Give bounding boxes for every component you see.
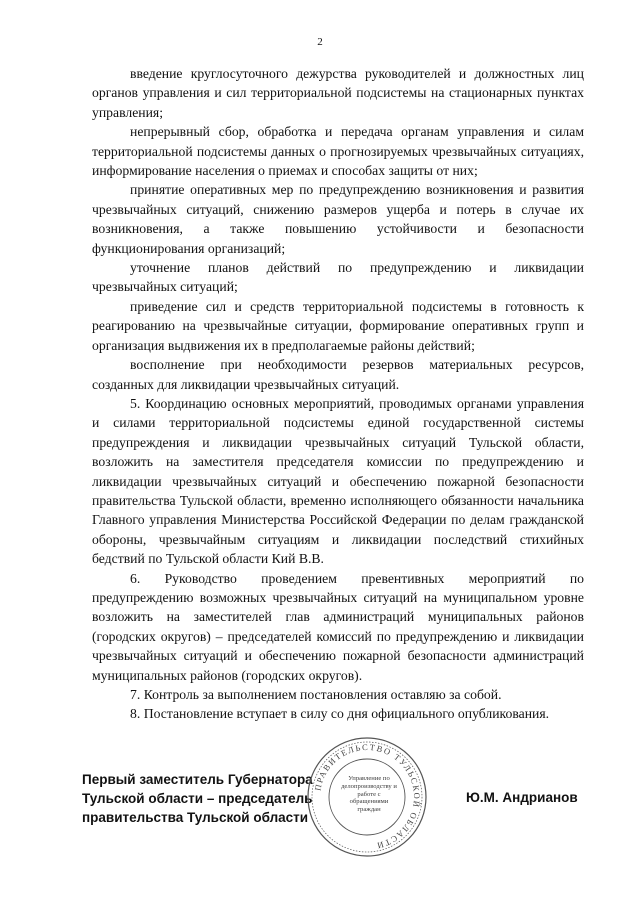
signature-line: Первый заместитель Губернатора [82, 772, 313, 787]
signature-line: правительства Тульской области [82, 810, 309, 825]
paragraph: принятие оперативных мер по предупреждению возникновения и развития чрезвычайных ситуаций, снижению размеров ущерба и потерь в случае их возникновения, а также повышению устойчивости и безопасности функционирования организаций; [92, 182, 584, 256]
paragraph-item-6: 6. Руководство проведением превентивных мероприятий по предупреждению возможных чрезвычайных ситуаций на муниципальном уровне возложить на заместителей глав администраций муниципальных районов (городских округов) – председателей комиссий по предупреждению и ликвидации чрезвычайных ситуаций и обеспечению пожарной безопасности администраций муниципальных районов (городских округов). [92, 570, 584, 683]
page-number: 2 [317, 36, 323, 48]
paragraph-item-5: 5. Координацию основных мероприятий, проводимых органами управления и силами территориальной подсистемы единой государственной системы предупреждения и ликвидации чрезвычайных ситуаций Тульской области, возложить на заместителя председателя комиссии по предупреждению и ликвидации чрезвычайных ситуаций и обеспечению пожарной безопасности правительства Тульской области, временно исполняющего обязанности начальника Главного управления Министерства Российской Федерации по делам гражданской обороны, чрезвычайным ситуациям и ликвидации последствий стихийных бедствий по Тульской области Кий В.В. [92, 395, 584, 567]
paragraph: уточнение планов действий по предупреждению и ликвидации чрезвычайных ситуаций; [92, 260, 584, 295]
paragraph-item-7: 7. Контроль за выполнением постановления оставляю за собой. [130, 687, 502, 702]
paragraph: восполнение при необходимости резервов материальных ресурсов, созданных для ликвидации чрезвычайных ситуаций. [92, 357, 584, 392]
signer-name: Ю.М. Андрианов [466, 790, 578, 805]
document-body [92, 64, 584, 724]
paragraph-item-8: 8. Постановление вступает в силу со дня официального опубликования. [130, 706, 550, 722]
paragraph: непрерывный сбор, обработка и передача органам управления и силам территориальной подсистемы данных о прогнозируемых чрезвычайных ситуациях, информирование населения о приемах и способах защиты от них; [92, 124, 584, 179]
seal-center-text: Управление по делопроизводству и работе с обращениями граждан [341, 775, 397, 814]
official-seal-stamp [305, 735, 429, 859]
signature-line: Тульской области – председатель [82, 791, 313, 806]
signature-title [82, 770, 313, 827]
paragraph: приведение сил и средств территориальной подсистемы в готовность к реагированию на чрезвычайные ситуации, формирование оперативных групп и организация выдвижения их в предполагаемые районы действий; [92, 298, 584, 353]
seal-ring-text: ПРАВИТЕЛЬСТВО ТУЛЬСКОЙ ОБЛАСТИ [312, 741, 423, 852]
paragraph: введение круглосуточного дежурства руководителей и должностных лиц органов управления и сил территориальной подсистемы на стационарных пунктах управления; [92, 66, 584, 120]
